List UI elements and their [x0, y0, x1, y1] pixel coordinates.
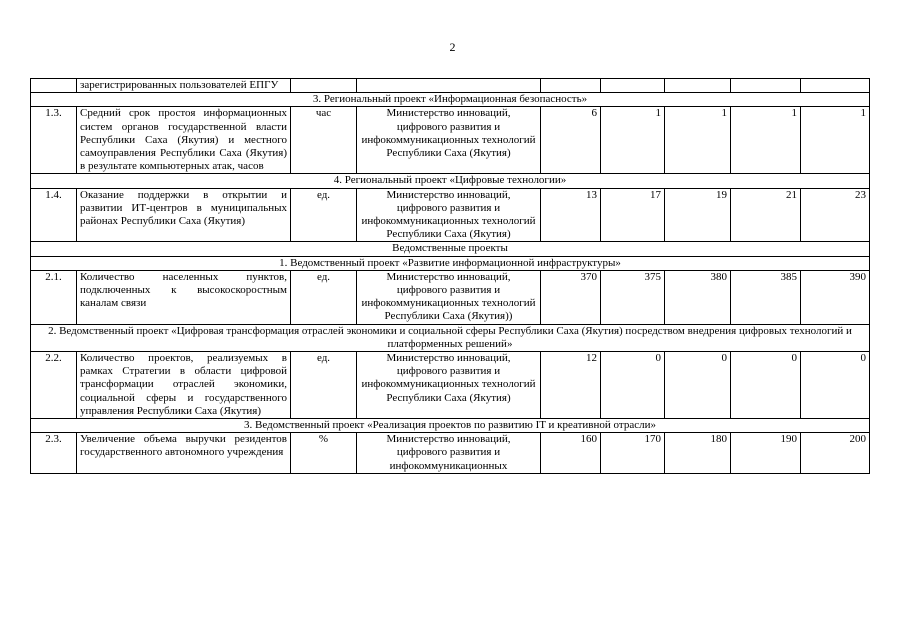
responsible-cell: Министерство инноваций, цифрового развития и инфокоммуникационных технологий Республики Саха (Якутия)) [357, 270, 541, 324]
value-cell: 375 [601, 270, 665, 324]
table-row [31, 107, 870, 174]
section-header: Ведомственные проекты [31, 242, 870, 256]
value-cell: 180 [665, 433, 731, 474]
unit-cell: ед. [291, 352, 357, 419]
table-row [31, 352, 870, 419]
section-row [31, 242, 870, 256]
section-row [31, 324, 870, 351]
section-header: 3. Ведомственный проект «Реализация проектов по развитию IT и креативной отрасли» [31, 419, 870, 433]
unit-cell: ед. [291, 188, 357, 242]
value-cell: 160 [541, 433, 601, 474]
section-header: 4. Региональный проект «Цифровые технологии» [31, 174, 870, 188]
value-cell: 13 [541, 188, 601, 242]
value-cell: 170 [601, 433, 665, 474]
value-cell: 370 [541, 270, 601, 324]
indicator-name: Средний срок простоя информационных систем органов государственной власти Республики Саха (Якутия) и местного самоуправления Республики Саха (Якутия) в результате компьютерных атак, часов [77, 107, 291, 174]
value-cell: 21 [731, 188, 801, 242]
value-cell: 190 [731, 433, 801, 474]
value-cell: 6 [541, 107, 601, 174]
row-number [31, 79, 77, 93]
value-cell: 390 [801, 270, 870, 324]
section-row [31, 174, 870, 188]
row-number: 1.4. [31, 188, 77, 242]
value-cell: 0 [801, 352, 870, 419]
value-cell: 1 [665, 107, 731, 174]
value-cell: 380 [665, 270, 731, 324]
indicator-name: Количество населенных пунктов, подключенных к высокоскоростным каналам связи [77, 270, 291, 324]
value-cell: 0 [731, 352, 801, 419]
value-cell: 17 [601, 188, 665, 242]
value-cell: 0 [665, 352, 731, 419]
value-cell: 0 [601, 352, 665, 419]
responsible-cell: Министерство инноваций, цифрового развития и инфокоммуникационных технологий Республики Саха (Якутия) [357, 352, 541, 419]
responsible-cell: Министерство инноваций, цифрового развития и инфокоммуникационных технологий Республики Саха (Якутия) [357, 188, 541, 242]
table-row [31, 270, 870, 324]
table-row [31, 188, 870, 242]
value-cell: 200 [801, 433, 870, 474]
unit-cell: ед. [291, 270, 357, 324]
unit-cell: час [291, 107, 357, 174]
indicator-name: Оказание поддержки в открытии и развитии ИТ-центров в муниципальных районах Республики Саха (Якутия) [77, 188, 291, 242]
row-number: 2.1. [31, 270, 77, 324]
section-row [31, 256, 870, 270]
table-row [31, 79, 870, 93]
indicators-table [30, 78, 870, 474]
row-number: 2.2. [31, 352, 77, 419]
indicator-name: зарегистрированных пользователей ЕПГУ [77, 79, 291, 93]
value-cell: 23 [801, 188, 870, 242]
indicator-name: Количество проектов, реализуемых в рамках Стратегии в области цифровой трансформации отраслей экономики, социальной сферы и государственного управления Республики Саха (Якутия) [77, 352, 291, 419]
value-cell: 1 [601, 107, 665, 174]
table-row [31, 433, 870, 474]
row-number: 2.3. [31, 433, 77, 474]
value-cell: 1 [801, 107, 870, 174]
page-number: 2 [449, 40, 456, 54]
section-header: 2. Ведомственный проект «Цифровая трансформация отраслей экономики и социальной сферы Республики Саха (Якутия) посредством внедрения цифровых технологий и платформенных решений» [31, 324, 870, 351]
value-cell: 1 [731, 107, 801, 174]
section-row [31, 93, 870, 107]
responsible-cell: Министерство инноваций, цифрового развития и инфокоммуникационных [357, 433, 541, 474]
section-header: 3. Региональный проект «Информационная безопасность» [31, 93, 870, 107]
row-number: 1.3. [31, 107, 77, 174]
section-row [31, 419, 870, 433]
indicator-name: Увеличение объема выручки резидентов государственного автономного учреждения [77, 433, 291, 474]
value-cell: 385 [731, 270, 801, 324]
unit-cell: % [291, 433, 357, 474]
responsible-cell: Министерство инноваций, цифрового развития и инфокоммуникационных технологий Республики Саха (Якутия) [357, 107, 541, 174]
section-header: 1. Ведомственный проект «Развитие информационной инфраструктуры» [31, 256, 870, 270]
value-cell: 19 [665, 188, 731, 242]
value-cell: 12 [541, 352, 601, 419]
